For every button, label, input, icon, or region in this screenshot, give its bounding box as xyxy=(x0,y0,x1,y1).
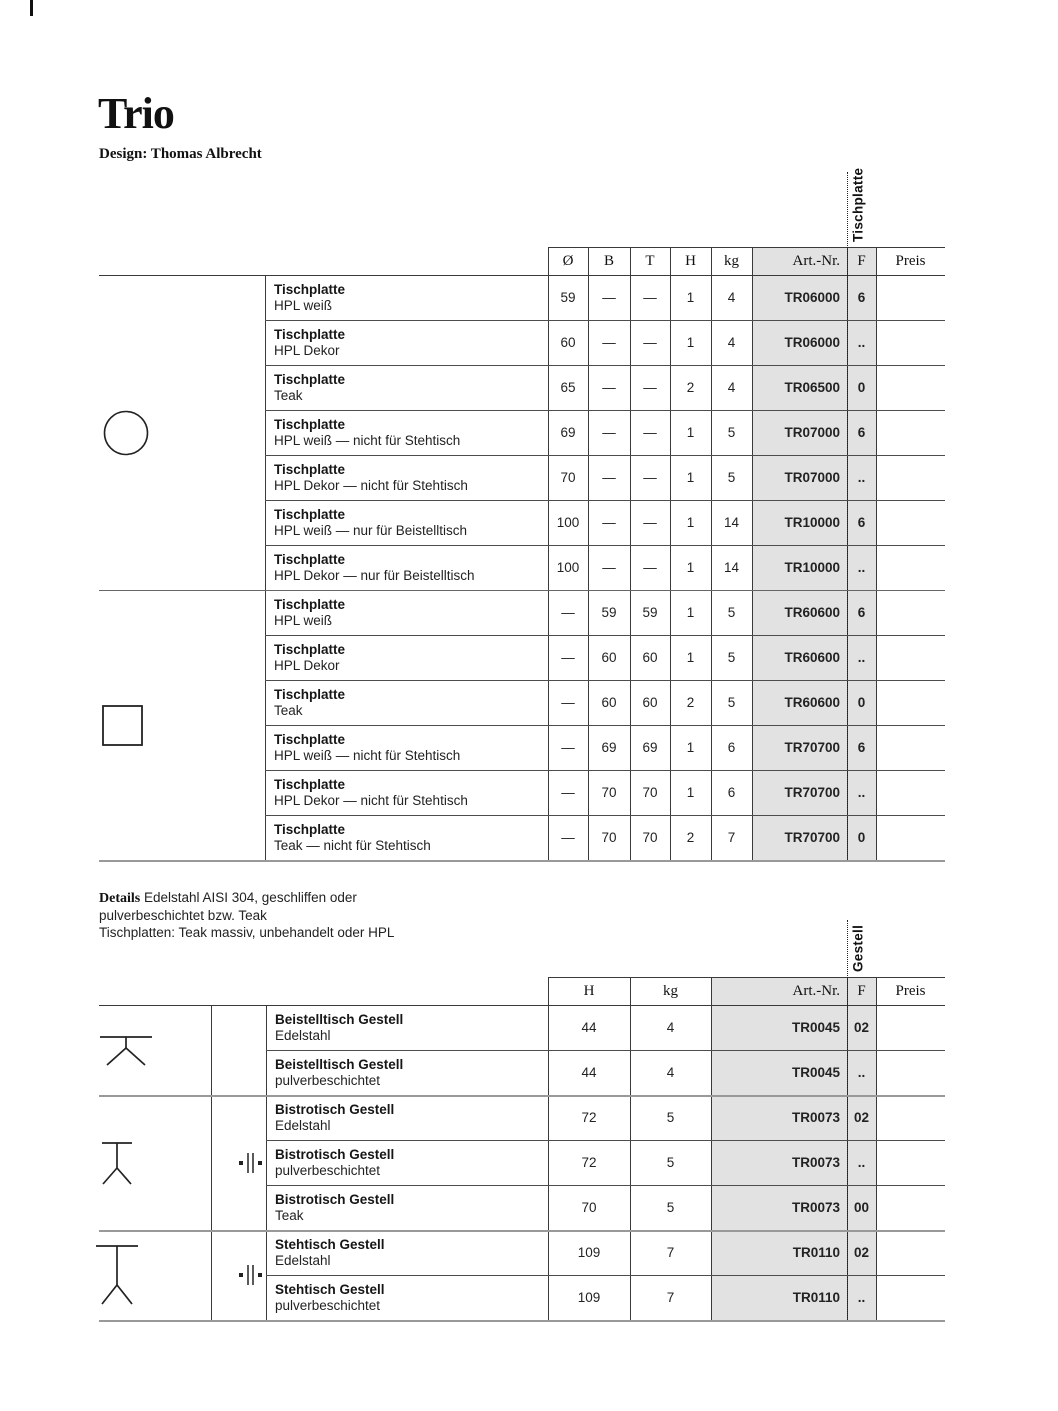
cell-h: 1 xyxy=(686,650,695,665)
row-label xyxy=(274,635,544,680)
row-label xyxy=(275,1185,545,1230)
cell-h: 44 xyxy=(581,1020,597,1035)
row-title: Tischplatte xyxy=(274,776,346,792)
row-subtitle: HPL weiß xyxy=(274,297,333,313)
cell-art: TR07000 xyxy=(784,425,840,440)
table-row xyxy=(99,770,945,815)
cell-b: — xyxy=(602,290,616,305)
row-label xyxy=(274,725,544,770)
cell-t: — xyxy=(643,335,657,350)
details-text-1: Edelstahl AISI 304, geschliffen oder xyxy=(140,890,357,905)
table-row xyxy=(99,1095,945,1140)
cell-h: 109 xyxy=(577,1245,601,1260)
cell-h: 70 xyxy=(581,1200,597,1215)
row-title: Tischplatte xyxy=(274,821,346,837)
row-title: Tischplatte xyxy=(274,686,346,702)
row-label xyxy=(275,1050,545,1095)
row-title: Beistelltisch Gestell xyxy=(275,1056,404,1072)
cell-f: 0 xyxy=(857,695,866,710)
details-note xyxy=(99,889,519,941)
table-row xyxy=(99,725,945,770)
cell-kg: 4 xyxy=(666,1020,675,1035)
cell-f: 02 xyxy=(853,1245,870,1260)
row-title: Tischplatte xyxy=(274,416,346,432)
cell-f: 0 xyxy=(857,830,866,845)
cell-t: — xyxy=(643,290,657,305)
row-title: Bistrotisch Gestell xyxy=(275,1101,395,1117)
details-text-2: pulverbeschichtet bzw. Teak xyxy=(99,908,267,923)
column-header-f: F xyxy=(857,982,866,999)
cell-d: 100 xyxy=(556,515,580,530)
row-label xyxy=(275,1005,545,1050)
table-row xyxy=(99,275,945,320)
cell-kg: 4 xyxy=(727,380,736,395)
column-header-preis: Preis xyxy=(895,252,926,269)
table-row xyxy=(99,1005,945,1050)
cell-f: 6 xyxy=(857,740,866,755)
cell-f: .. xyxy=(857,560,866,575)
cell-t: 70 xyxy=(642,830,658,845)
cell-t: 59 xyxy=(642,605,658,620)
cell-d: 70 xyxy=(560,470,576,485)
cell-f: 02 xyxy=(853,1110,870,1125)
cell-h: 1 xyxy=(686,605,695,620)
row-title: Beistelltisch Gestell xyxy=(275,1011,404,1027)
cell-art: TR0110 xyxy=(792,1245,840,1260)
cell-b: — xyxy=(602,560,616,575)
cell-b: — xyxy=(602,335,616,350)
cell-h: 1 xyxy=(686,740,695,755)
cell-d: 65 xyxy=(560,380,576,395)
column-header-kg: kg xyxy=(663,982,678,999)
row-label xyxy=(274,455,544,500)
row-label xyxy=(274,770,544,815)
bistrotisch-frame-icon xyxy=(97,1140,137,1186)
cell-t: — xyxy=(643,425,657,440)
details-label: Details xyxy=(99,891,141,906)
cell-d: 69 xyxy=(560,425,576,440)
cell-f: 02 xyxy=(853,1020,870,1035)
row-title: Bistrotisch Gestell xyxy=(275,1146,395,1162)
cell-kg: 5 xyxy=(666,1200,675,1215)
row-subtitle: HPL weiß xyxy=(274,612,333,628)
row-title: Tischplatte xyxy=(274,461,346,477)
cell-f: .. xyxy=(857,1290,866,1305)
table-row xyxy=(99,455,945,500)
cell-kg: 5 xyxy=(727,425,736,440)
rule-horizontal xyxy=(265,365,945,366)
rule-horizontal xyxy=(265,680,945,681)
cell-t: 70 xyxy=(642,785,658,800)
fold-icon xyxy=(236,1263,264,1287)
row-subtitle: pulverbeschichtet xyxy=(275,1297,381,1313)
cell-b: 69 xyxy=(601,740,617,755)
row-label xyxy=(274,275,544,320)
cell-art: TR60600 xyxy=(784,650,840,665)
row-subtitle: HPL weiß — nicht für Stehtisch xyxy=(274,432,461,448)
cell-kg: 7 xyxy=(727,830,736,845)
cell-t: — xyxy=(643,515,657,530)
page-title: Trio xyxy=(98,89,174,138)
cell-f: .. xyxy=(857,785,866,800)
row-subtitle: HPL Dekor — nicht für Stehtisch xyxy=(274,477,468,493)
designer-credit: Design: Thomas Albrecht xyxy=(99,146,262,162)
row-subtitle: Edelstahl xyxy=(275,1027,331,1043)
rule-horizontal xyxy=(99,1095,945,1097)
cell-kg: 5 xyxy=(727,605,736,620)
cell-d: — xyxy=(561,740,575,755)
cell-h: 109 xyxy=(577,1290,601,1305)
cell-b: 70 xyxy=(601,785,617,800)
cell-d: — xyxy=(561,830,575,845)
rule-horizontal xyxy=(265,725,945,726)
cell-art: TR0073 xyxy=(791,1110,840,1125)
cell-b: — xyxy=(602,425,616,440)
cell-d: 59 xyxy=(560,290,576,305)
row-label xyxy=(274,410,544,455)
beistelltisch-frame-icon xyxy=(98,1034,154,1066)
cell-d: 100 xyxy=(556,560,580,575)
cell-art: TR06000 xyxy=(784,335,840,350)
column-header-art: Art.-Nr. xyxy=(792,982,840,999)
cell-d: — xyxy=(561,785,575,800)
cell-f: 6 xyxy=(857,425,866,440)
cell-f: 6 xyxy=(857,515,866,530)
row-subtitle: Teak — nicht für Stehtisch xyxy=(274,837,431,853)
cell-kg: 6 xyxy=(727,740,736,755)
cell-h: 72 xyxy=(581,1155,597,1170)
cell-kg: 7 xyxy=(666,1245,675,1260)
cell-kg: 14 xyxy=(723,515,740,530)
table-row xyxy=(99,1050,945,1095)
rule-horizontal xyxy=(265,815,945,816)
crop-mark xyxy=(30,0,33,16)
cell-t: — xyxy=(643,560,657,575)
cell-b: 60 xyxy=(601,650,617,665)
row-title: Tischplatte xyxy=(274,641,346,657)
table-row xyxy=(99,320,945,365)
cell-h: 72 xyxy=(581,1110,597,1125)
column-header-f: F xyxy=(857,252,866,269)
cell-h: 1 xyxy=(686,470,695,485)
cell-h: 1 xyxy=(686,515,695,530)
table-row xyxy=(99,635,945,680)
cell-kg: 4 xyxy=(666,1065,675,1080)
stehtisch-frame-icon xyxy=(94,1243,140,1307)
cell-b: — xyxy=(602,470,616,485)
row-subtitle: HPL Dekor xyxy=(274,342,340,358)
column-header-preis: Preis xyxy=(895,982,926,999)
cell-h: 44 xyxy=(581,1065,597,1080)
table-row xyxy=(99,1275,945,1320)
cell-kg: 4 xyxy=(727,290,736,305)
cell-art: TR06000 xyxy=(784,290,840,305)
table-row xyxy=(99,545,945,590)
cell-art: TR10000 xyxy=(784,515,840,530)
row-subtitle: Teak xyxy=(274,702,303,718)
cell-f: 00 xyxy=(853,1200,870,1215)
rule-horizontal xyxy=(99,860,945,862)
column-header-h: H xyxy=(583,982,595,999)
rule-horizontal xyxy=(266,1275,945,1276)
row-subtitle: HPL Dekor xyxy=(274,657,340,673)
cell-t: 60 xyxy=(642,650,658,665)
rule-horizontal xyxy=(265,635,945,636)
cell-kg: 4 xyxy=(727,335,736,350)
cell-f: .. xyxy=(857,1155,866,1170)
table-row xyxy=(99,500,945,545)
cell-art: TR07000 xyxy=(784,470,840,485)
cell-art: TR0045 xyxy=(791,1065,840,1080)
cell-t: 69 xyxy=(642,740,658,755)
rule-horizontal xyxy=(266,1185,945,1186)
circle-table-icon xyxy=(103,410,149,456)
table-row xyxy=(99,410,945,455)
row-label xyxy=(274,365,544,410)
cell-kg: 5 xyxy=(727,695,736,710)
row-label xyxy=(274,320,544,365)
rule-horizontal xyxy=(265,545,945,546)
cell-t: — xyxy=(643,380,657,395)
cell-d: — xyxy=(561,695,575,710)
row-label xyxy=(275,1230,545,1275)
cell-art: TR06500 xyxy=(784,380,840,395)
row-title: Tischplatte xyxy=(274,551,346,567)
row-subtitle: pulverbeschichtet xyxy=(275,1162,381,1178)
column-header-d: Ø xyxy=(562,252,574,269)
rule-horizontal xyxy=(99,1320,945,1322)
row-title: Tischplatte xyxy=(274,281,346,297)
row-subtitle: HPL Dekor — nicht für Stehtisch xyxy=(274,792,468,808)
cell-art: TR0073 xyxy=(791,1155,840,1170)
table-row xyxy=(99,815,945,860)
cell-t: 60 xyxy=(642,695,658,710)
cell-art: TR0110 xyxy=(792,1290,840,1305)
row-label xyxy=(275,1140,545,1185)
cell-h: 1 xyxy=(686,425,695,440)
rule-horizontal xyxy=(99,590,945,591)
cell-art: TR70700 xyxy=(784,830,840,845)
row-subtitle: Edelstahl xyxy=(275,1252,331,1268)
row-title: Tischplatte xyxy=(274,506,346,522)
table-row xyxy=(99,1185,945,1230)
cell-h: 1 xyxy=(686,785,695,800)
rule-horizontal xyxy=(265,455,945,456)
cell-d: 60 xyxy=(560,335,576,350)
table-row xyxy=(99,680,945,725)
row-title: Stehtisch Gestell xyxy=(275,1236,385,1252)
rule-horizontal xyxy=(266,1140,945,1141)
column-group-label-tischplatte: Tischplatte xyxy=(850,167,866,242)
cell-f: .. xyxy=(857,1065,866,1080)
cell-kg: 7 xyxy=(666,1290,675,1305)
row-subtitle: Teak xyxy=(274,387,303,403)
row-label xyxy=(275,1275,545,1320)
cell-h: 2 xyxy=(686,695,695,710)
row-label xyxy=(274,680,544,725)
cell-art: TR70700 xyxy=(784,785,840,800)
cell-art: TR0073 xyxy=(791,1200,840,1215)
row-title: Tischplatte xyxy=(274,371,346,387)
column-header-art: Art.-Nr. xyxy=(792,252,840,269)
row-subtitle: HPL weiß — nicht für Stehtisch xyxy=(274,747,461,763)
column-header-kg: kg xyxy=(724,252,739,269)
column-header-t: T xyxy=(645,252,655,269)
table-row xyxy=(99,590,945,635)
cell-d: — xyxy=(561,605,575,620)
row-label xyxy=(274,545,544,590)
row-label xyxy=(275,1095,545,1140)
cell-b: — xyxy=(602,380,616,395)
cell-art: TR70700 xyxy=(784,740,840,755)
cell-d: — xyxy=(561,650,575,665)
row-title: Stehtisch Gestell xyxy=(275,1281,385,1297)
row-subtitle: Edelstahl xyxy=(275,1117,331,1133)
square-table-icon xyxy=(102,705,143,746)
row-subtitle: pulverbeschichtet xyxy=(275,1072,381,1088)
cell-art: TR60600 xyxy=(784,695,840,710)
table-row xyxy=(99,365,945,410)
cell-kg: 5 xyxy=(727,470,736,485)
cell-kg: 5 xyxy=(666,1155,675,1170)
cell-f: .. xyxy=(857,650,866,665)
cell-f: .. xyxy=(857,335,866,350)
cell-kg: 6 xyxy=(727,785,736,800)
row-subtitle: HPL Dekor — nur für Beistelltisch xyxy=(274,567,475,583)
table-row xyxy=(99,1140,945,1185)
cell-kg: 5 xyxy=(666,1110,675,1125)
details-text-3: Tischplatten: Teak massiv, unbehandelt oder HPL xyxy=(99,925,395,940)
cell-f: 6 xyxy=(857,605,866,620)
cell-h: 2 xyxy=(686,380,695,395)
row-label xyxy=(274,500,544,545)
cell-b: — xyxy=(602,515,616,530)
row-title: Bistrotisch Gestell xyxy=(275,1191,395,1207)
cell-b: 70 xyxy=(601,830,617,845)
cell-b: 60 xyxy=(601,695,617,710)
cell-h: 1 xyxy=(686,335,695,350)
row-title: Tischplatte xyxy=(274,326,346,342)
row-label xyxy=(274,590,544,635)
rule-horizontal xyxy=(265,410,945,411)
row-label xyxy=(274,815,544,860)
fold-icon xyxy=(236,1151,264,1175)
cell-art: TR10000 xyxy=(784,560,840,575)
rule-horizontal xyxy=(265,500,945,501)
cell-f: 6 xyxy=(857,290,866,305)
rule-horizontal xyxy=(99,1230,945,1232)
column-header-h: H xyxy=(685,252,696,269)
row-title: Tischplatte xyxy=(274,731,346,747)
cell-f: 0 xyxy=(857,380,866,395)
rule-horizontal xyxy=(266,1050,945,1051)
row-title: Tischplatte xyxy=(274,596,346,612)
row-subtitle: HPL weiß — nur für Beistelltisch xyxy=(274,522,468,538)
cell-kg: 14 xyxy=(723,560,740,575)
cell-b: 59 xyxy=(601,605,617,620)
cell-f: .. xyxy=(857,470,866,485)
cell-h: 2 xyxy=(686,830,695,845)
column-group-label-gestell: Gestell xyxy=(850,924,866,972)
cell-kg: 5 xyxy=(727,650,736,665)
table-row xyxy=(99,1230,945,1275)
rule-horizontal xyxy=(265,320,945,321)
cell-h: 1 xyxy=(686,290,695,305)
cell-t: — xyxy=(643,470,657,485)
column-header-b: B xyxy=(603,252,614,269)
rule-horizontal xyxy=(265,770,945,771)
row-subtitle: Teak xyxy=(275,1207,304,1223)
cell-art: TR0045 xyxy=(791,1020,840,1035)
cell-art: TR60600 xyxy=(784,605,840,620)
cell-h: 1 xyxy=(686,560,695,575)
